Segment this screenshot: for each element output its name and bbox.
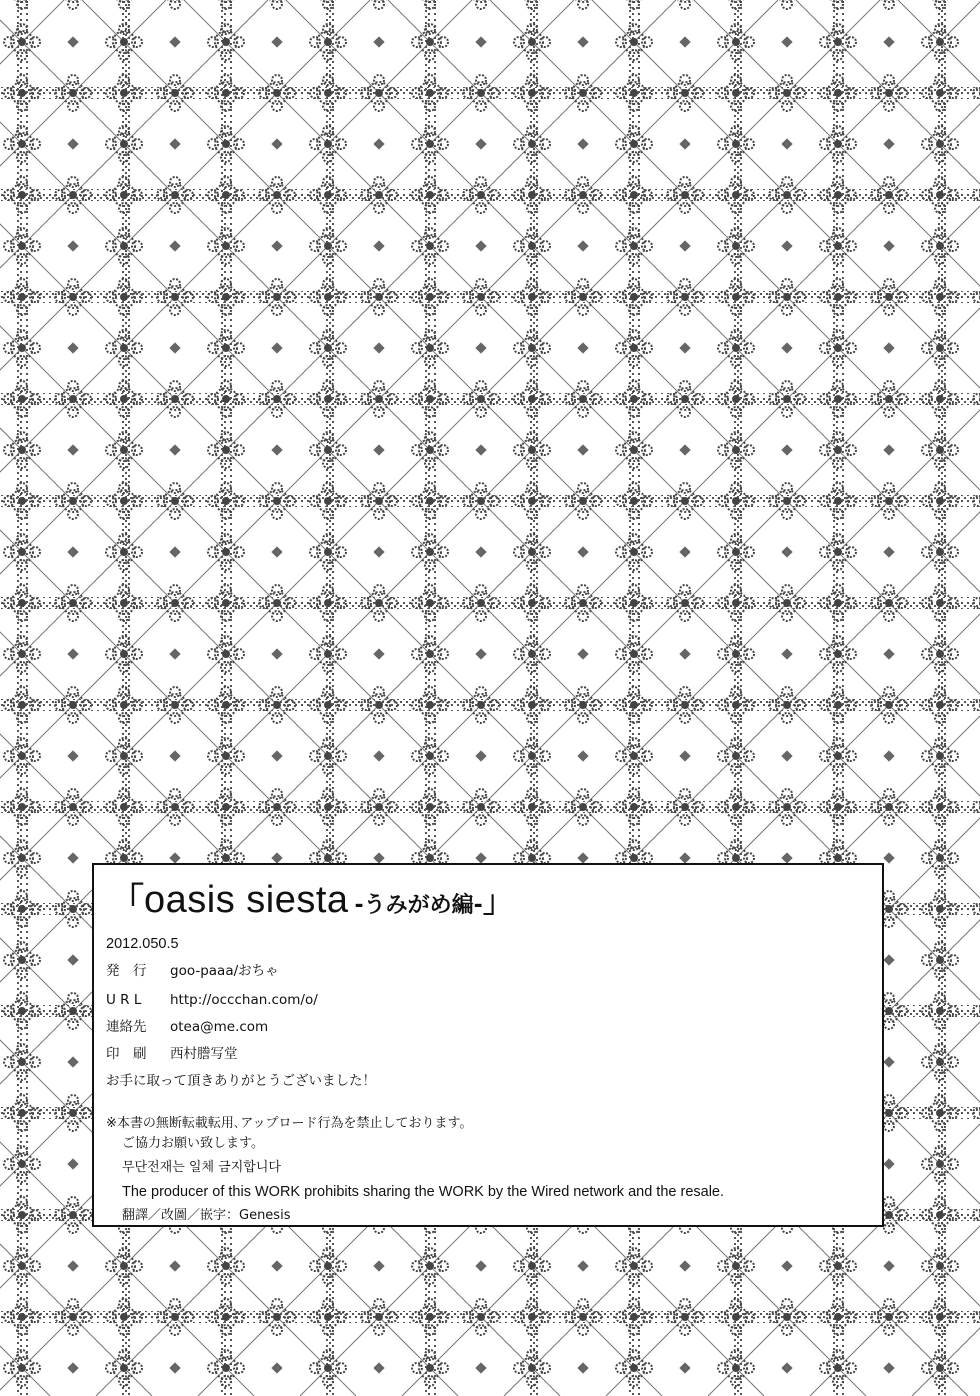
url-row [106,994,318,1008]
colophon-box [92,863,884,1227]
reprint-notice-en: The producer of this WORK prohibits sharing the WORK by the Wired network and the resale. [122,1184,725,1200]
contact-value: otea@me.com [170,1019,269,1035]
scanlation-credit: 翻譯／改圖／嵌字：Genesis [122,1208,291,1223]
thanks-message: お手に取って頂きありがとうございました！ [106,1073,376,1089]
book-title [110,881,513,919]
url-label: U R L [106,992,142,1008]
printer-value: 西村謄写堂 [170,1046,238,1062]
printer-row [106,1048,238,1062]
reprint-notice-jp: ※本書の無断転載転用､アップロード行為を禁止しております。 [106,1116,473,1131]
title-close-bracket: 」 [482,885,513,920]
url-value: http://occchan.com/o/ [170,992,318,1008]
publication-date: 2012.050.5 [106,936,179,952]
publisher-label: 発 行 [106,963,147,979]
cooperation-request-jp: ご協力お願い致します。 [122,1136,264,1151]
contact-label: 連絡先 [106,1019,147,1035]
printer-label: 印 刷 [106,1046,147,1062]
publisher-value: goo-paaa/おちゃ [170,963,279,979]
title-open-bracket: 「 [110,881,144,921]
publisher-row [106,965,279,979]
title-main: oasis siesta [144,879,349,921]
contact-row [106,1021,268,1035]
title-subtitle: -うみがめ編- [354,893,483,918]
reprint-notice-kr: 무단전재는 일체 금지합니다 [122,1160,281,1175]
